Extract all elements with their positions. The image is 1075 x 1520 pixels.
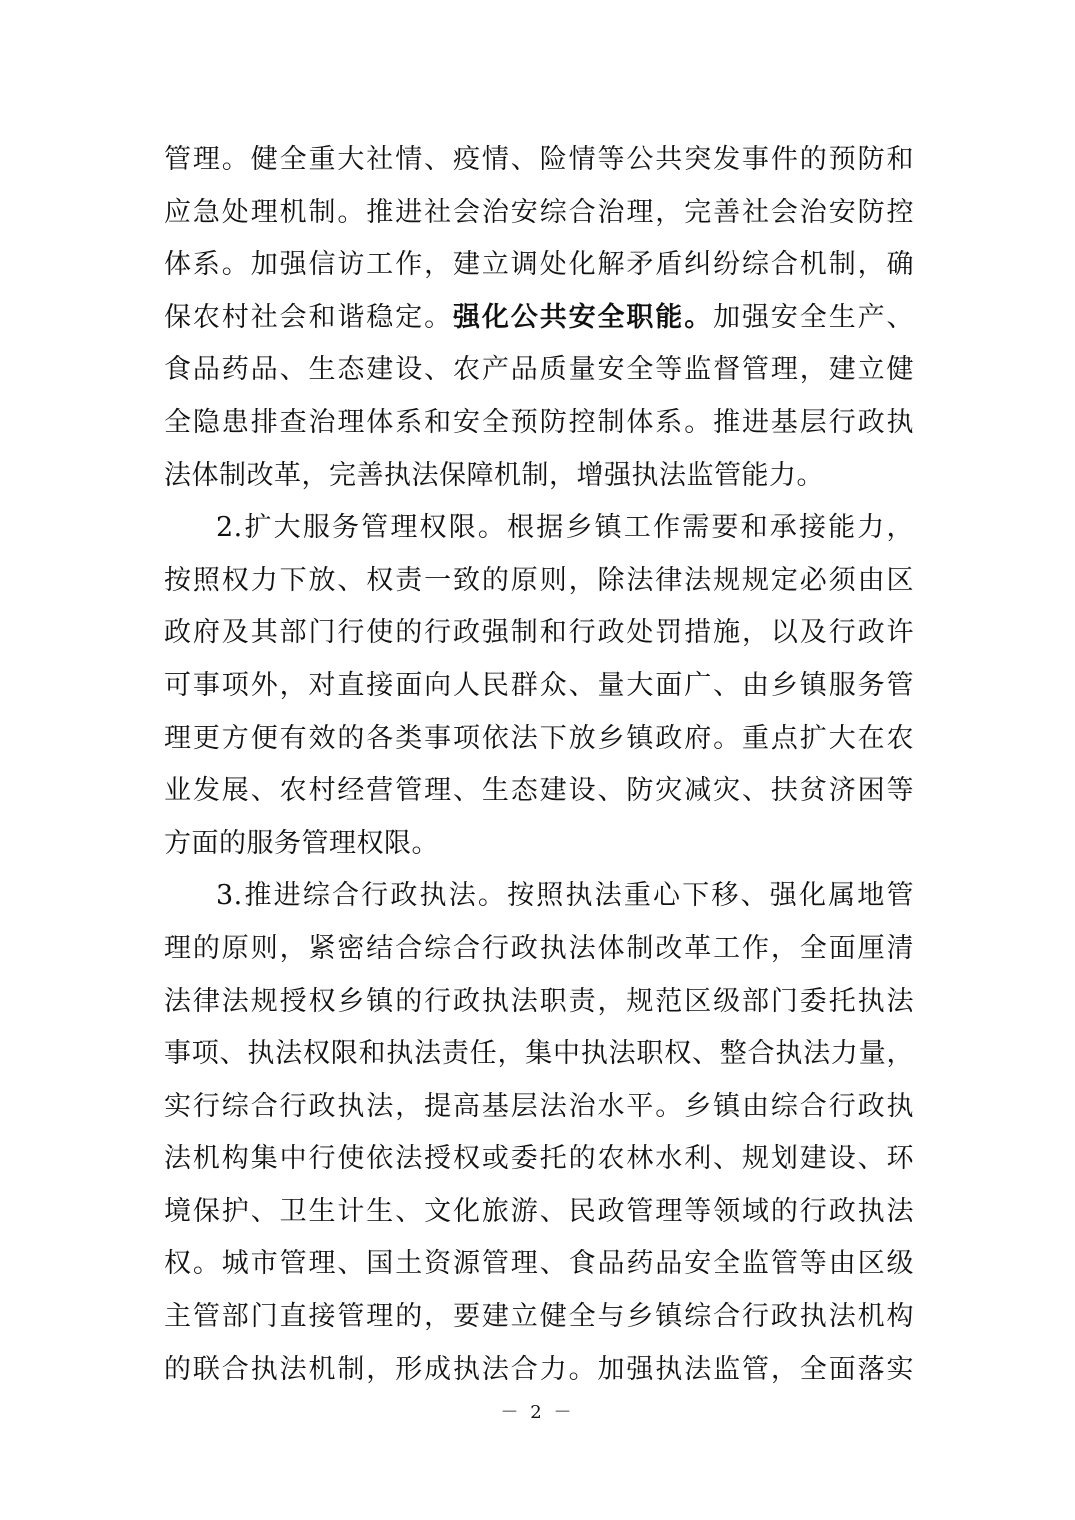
text-line: 食品药品、生态建设、农产品质量安全等监督管理，建立健	[164, 354, 914, 386]
page-number: － 2 －	[500, 1402, 575, 1423]
text-line: 法体制改革，完善执法保障机制，增强执法监管能力。	[164, 459, 824, 491]
text-line: 理更方便有效的各类事项依法下放乡镇政府。重点扩大在农	[164, 722, 914, 754]
paragraph-first-line: 3.推进综合行政执法。按照执法重心下移、强化属地管	[216, 880, 914, 912]
text-line: 体系。加强信访工作，建立调处化解矛盾纠纷综合机制，确	[164, 249, 914, 281]
text-line: 事项、执法权限和执法责任，集中执法职权、整合执法力量，	[164, 1038, 914, 1070]
text-line: 法机构集中行使依法授权或委托的农林水利、规划建设、环	[164, 1143, 914, 1175]
text-line: 管理。健全重大社情、疫情、险情等公共突发事件的预防和	[164, 144, 914, 175]
text-line: 的联合执法机制，形成执法合力。加强执法监管，全面落实	[164, 1353, 914, 1385]
text-line: 法律法规授权乡镇的行政执法职责，规范区级部门委托执法	[164, 985, 914, 1017]
document-body	[164, 134, 914, 1396]
text-line: 主管部门直接管理的，要建立健全与乡镇综合行政执法机构	[164, 1301, 914, 1333]
text-line: 政府及其部门行使的行政强制和行政处罚措施，以及行政许	[164, 617, 914, 649]
bold-heading-span: 强化公共安全职能。	[453, 301, 714, 333]
text-span: 保农村社会和谐稳定。	[164, 301, 453, 333]
text-line: 全隐患排查治理体系和安全预防控制体系。推进基层行政执	[164, 406, 914, 438]
text-line: 境保护、卫生计生、文化旅游、民政管理等领域的行政执法	[164, 1195, 914, 1227]
text-line: 业发展、农村经营管理、生态建设、防灾减灾、扶贫济困等	[164, 775, 914, 807]
text-line: 理的原则，紧密结合综合行政执法体制改革工作，全面厘清	[164, 932, 914, 964]
text-line	[164, 292, 914, 345]
text-line: 应急处理机制。推进社会治安综合治理，完善社会治安防控	[164, 196, 914, 228]
paragraph-first-line: 2.扩大服务管理权限。根据乡镇工作需要和承接能力，	[216, 512, 914, 544]
text-line: 权。城市管理、国土资源管理、食品药品安全监管等由区级	[164, 1248, 914, 1280]
text-line: 方面的服务管理权限。	[164, 827, 439, 859]
text-line: 可事项外，对直接面向人民群众、量大面广、由乡镇服务管	[164, 669, 914, 701]
text-span: 加强安全生产、	[713, 301, 915, 333]
text-line: 实行综合行政执法，提高基层法治水平。乡镇由综合行政执	[164, 1090, 914, 1122]
text-line: 按照权力下放、权责一致的原则，除法律法规规定必须由区	[164, 564, 914, 596]
